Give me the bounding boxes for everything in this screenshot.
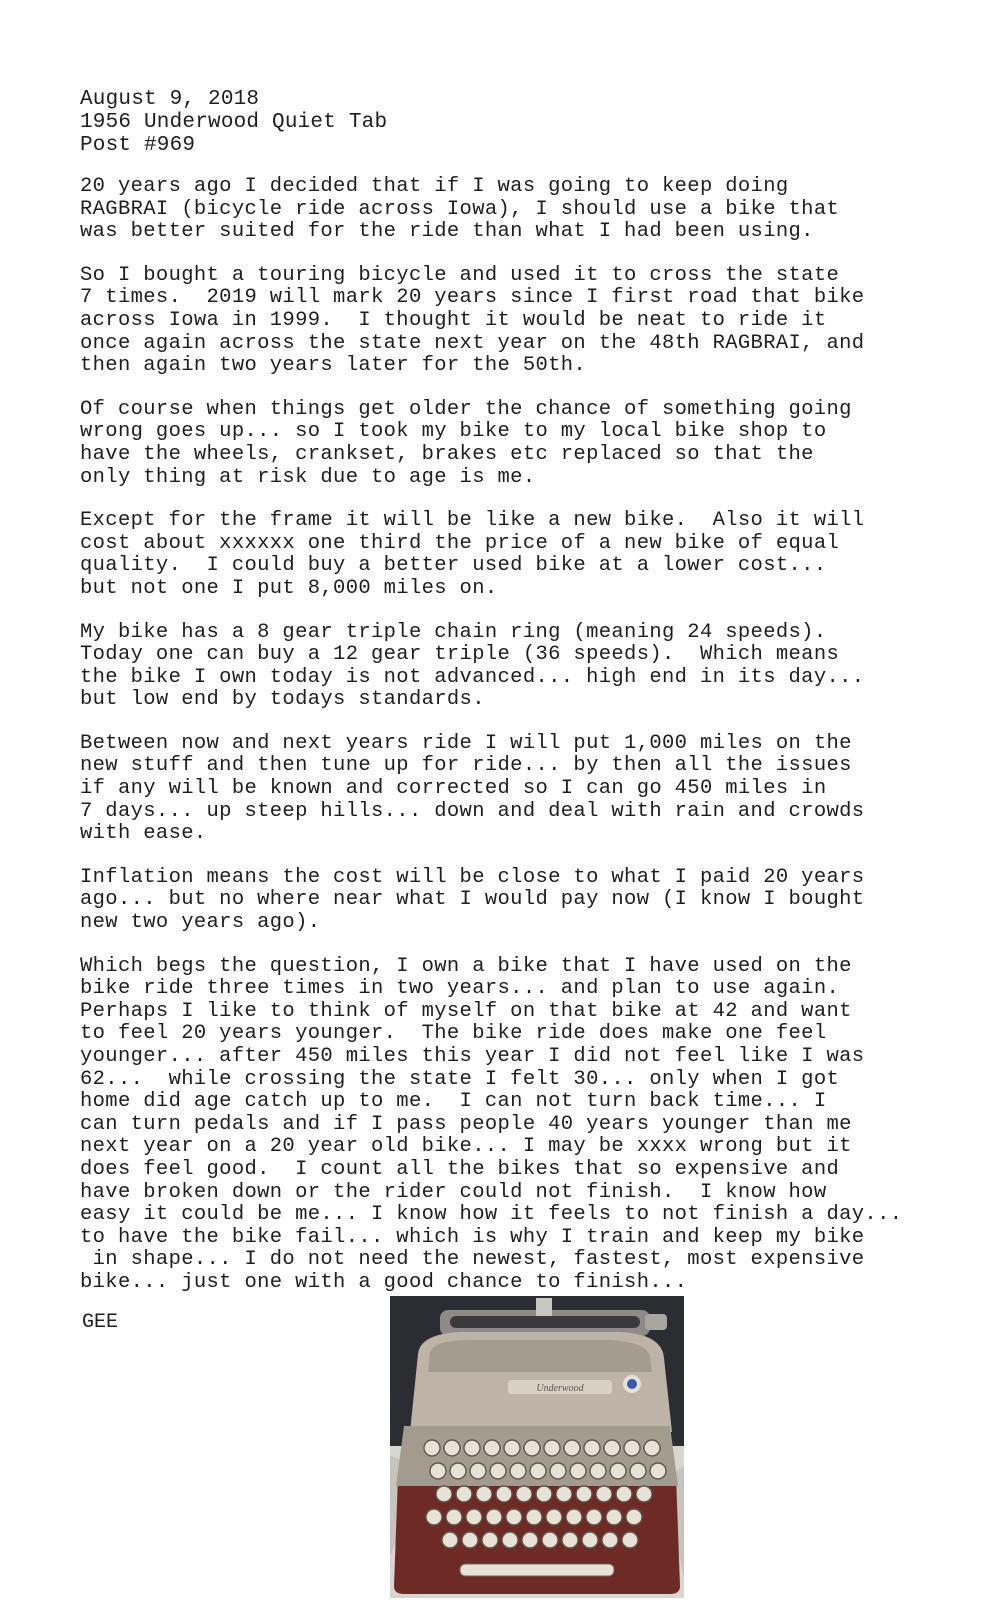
typewriter-key: [462, 1532, 478, 1548]
text-line: next year on a 20 year old bike... I may be xxxx wrong but it: [80, 1135, 852, 1159]
typewriter-key: [430, 1463, 446, 1479]
text-line: Inflation means the cost will be close to what I paid 20 years: [80, 865, 865, 889]
text-line: only thing at risk due to age is me.: [80, 465, 536, 489]
text-line: Of course when things get older the chance of something going: [80, 397, 852, 421]
typewriter-key: [456, 1486, 472, 1502]
text-line: bike... just one with a good chance to finish...: [80, 1270, 688, 1294]
typewriter-key: [510, 1463, 526, 1479]
paragraph: [80, 510, 960, 600]
typewriter-key: [562, 1532, 578, 1548]
typewriter-key: [544, 1440, 560, 1456]
signature: GEE: [82, 1311, 119, 1334]
typewriter-key: [542, 1532, 558, 1548]
text-line: wrong goes up... so I took my bike to my local bike shop to: [80, 420, 827, 444]
typewriter-key: [446, 1509, 462, 1525]
paragraph: [80, 265, 960, 378]
typewriter-illustration: [390, 1296, 684, 1598]
text-line: 62... while crossing the state I felt 30... only when I got: [80, 1067, 840, 1091]
typewriter-key: [484, 1440, 500, 1456]
typewriter-key: [622, 1532, 638, 1548]
typewriter-key: [630, 1463, 646, 1479]
letter-body: [80, 176, 960, 1316]
typewriter-key: [586, 1509, 602, 1525]
typewriter-key: [466, 1509, 482, 1525]
typewriter-key: [424, 1440, 440, 1456]
typewriter-key: [582, 1532, 598, 1548]
typewriter-key: [584, 1440, 600, 1456]
letter-header: [80, 88, 387, 157]
text-line: but not one I put 8,000 miles on.: [80, 576, 498, 600]
typewriter-key: [502, 1532, 518, 1548]
typewriter-key: [624, 1440, 640, 1456]
typewriter-key: [596, 1486, 612, 1502]
typewriter-key: [464, 1440, 480, 1456]
post-number: Post #969: [80, 134, 196, 157]
typewriter-key: [524, 1440, 540, 1456]
paper-guide: [536, 1298, 552, 1316]
text-line: 7 days... up steep hills... down and deal with rain and crowds: [80, 799, 865, 823]
text-line: can turn pedals and if I pass people 40 years younger than me: [80, 1112, 852, 1136]
typewriter-key: [636, 1486, 652, 1502]
text-line: have the wheels, crankset, brakes etc replaced so that the: [80, 442, 814, 466]
text-line: easy it could be me... I know how it feels to not finish a day...: [80, 1203, 903, 1227]
paragraph: [80, 956, 960, 1295]
typewriter-key: [556, 1486, 572, 1502]
text-line: 20 years ago I decided that if I was going to keep doing: [80, 175, 789, 198]
text-line: but low end by todays standards.: [80, 688, 485, 712]
typewriter-key: [590, 1463, 606, 1479]
typewriter-key: [650, 1463, 666, 1479]
text-line: the bike I own today is not advanced... high end in its day...: [80, 665, 865, 689]
typewriter-model: 1956 Underwood Quiet Tab: [80, 111, 388, 134]
typewriter-key: [476, 1486, 492, 1502]
typewriter-key: [570, 1463, 586, 1479]
paragraph: [80, 622, 960, 712]
text-line: cost about xxxxxx one third the price of a new bike of equal: [80, 531, 840, 555]
typewriter-key: [490, 1463, 506, 1479]
typewriter-key: [482, 1532, 498, 1548]
text-line: Between now and next years ride I will put 1,000 miles on the: [80, 731, 852, 755]
paragraph: [80, 176, 960, 244]
spacebar: [460, 1564, 614, 1576]
typewriter-key: [486, 1509, 502, 1525]
typewriter-key: [610, 1463, 626, 1479]
typewriter-key: [496, 1486, 512, 1502]
text-line: Perhaps I like to think of myself on that bike at 42 and want: [80, 999, 852, 1023]
typewriter-key: [566, 1509, 582, 1525]
typewriter-key: [470, 1463, 486, 1479]
typewriter-key: [576, 1486, 592, 1502]
typewriter-key: [450, 1463, 466, 1479]
letter-date: August 9, 2018: [80, 88, 260, 111]
typewriter-key: [606, 1509, 622, 1525]
text-line: new stuff and then tune up for ride... by then all the issues: [80, 754, 852, 778]
typewriter-photo: [390, 1296, 684, 1598]
text-line: So I bought a touring bicycle and used it to cross the state: [80, 263, 840, 287]
typewriter-key: [550, 1463, 566, 1479]
text-line: with ease.: [80, 822, 207, 846]
text-line: then again two years later for the 50th.: [80, 354, 587, 378]
typewriter-key: [522, 1532, 538, 1548]
text-line: RAGBRAI (bicycle ride across Iowa), I should use a bike that: [80, 197, 840, 221]
typewriter-key: [426, 1509, 442, 1525]
text-line: 7 times. 2019 will mark 20 years since I first road that bike: [80, 286, 865, 310]
text-line: once again across the state next year on the 48th RAGBRAI, and: [80, 331, 865, 355]
text-line: new two years ago).: [80, 911, 321, 935]
typewriter-key: [516, 1486, 532, 1502]
typewriter-key: [444, 1440, 460, 1456]
text-line: to have the bike fail... which is why I train and keep my bike: [80, 1225, 865, 1249]
typewriter-key: [604, 1440, 620, 1456]
text-line: does feel good. I count all the bikes that so expensive and: [80, 1157, 840, 1181]
platen: [450, 1316, 640, 1328]
typewriter-key: [564, 1440, 580, 1456]
typewriter-key: [436, 1486, 452, 1502]
typewriter-key: [644, 1440, 660, 1456]
text-line: Except for the frame it will be like a new bike. Also it will: [80, 509, 865, 533]
text-line: ago... but no where near what I would pay now (I know I bought: [80, 888, 865, 912]
text-line: My bike has a 8 gear triple chain ring (meaning 24 speeds).: [80, 620, 827, 644]
paragraph: [80, 399, 960, 489]
text-line: across Iowa in 1999. I thought it would be neat to ride it: [80, 308, 827, 332]
typewriter-key: [626, 1509, 642, 1525]
text-line: home did age catch up to me. I can not turn back time... I: [80, 1090, 827, 1114]
text-line: to feel 20 years younger. The bike ride does make one feel: [80, 1022, 827, 1046]
text-line: Today one can buy a 12 gear triple (36 speeds). Which means: [80, 643, 840, 667]
typewriter-key: [602, 1532, 618, 1548]
paragraph: [80, 733, 960, 846]
text-line: Which begs the question, I own a bike that I have used on the: [80, 954, 852, 978]
typewriter-key: [506, 1509, 522, 1525]
typewriter-key: [530, 1463, 546, 1479]
text-line: in shape... I do not need the newest, fastest, most expensive: [80, 1248, 865, 1272]
paragraph: [80, 867, 960, 935]
typewriter-key: [536, 1486, 552, 1502]
text-line: if any will be known and corrected so I can go 450 miles in: [80, 777, 827, 801]
text-line: younger... after 450 miles this year I did not feel like I was: [80, 1045, 865, 1068]
typewriter-key: [504, 1440, 520, 1456]
text-line: have broken down or the rider could not finish. I know how: [80, 1180, 827, 1204]
typewriter-key: [616, 1486, 632, 1502]
text-line: quality. I could buy a better used bike at a lower cost...: [80, 554, 827, 578]
text-line: bike ride three times in two years... and plan to use again.: [80, 977, 840, 1001]
brand-badge: Underwood: [536, 1383, 584, 1394]
typewriter-key: [546, 1509, 562, 1525]
platen-knob: [645, 1314, 667, 1330]
typewriter-key: [442, 1532, 458, 1548]
typewriter-key: [526, 1509, 542, 1525]
text-line: was better suited for the ride than what I had been using.: [80, 220, 814, 244]
